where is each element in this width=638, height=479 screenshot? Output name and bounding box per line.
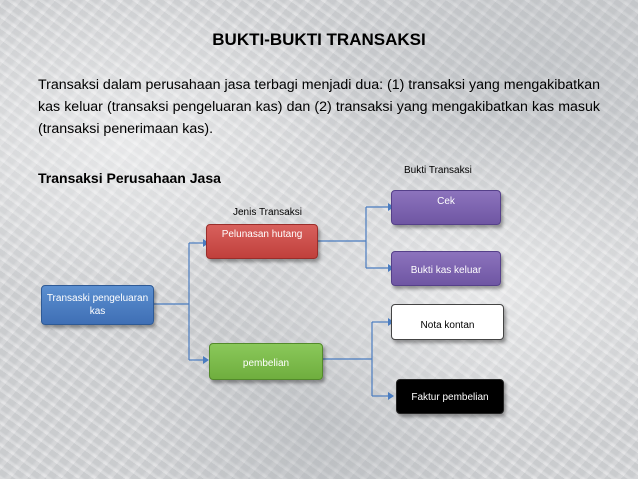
node-pelunasan-hutang: [206, 224, 318, 259]
node-bukti-kas-keluar-label: Bukti kas keluar: [410, 265, 482, 276]
node-nota-kontan: [391, 304, 504, 340]
node-bukti-kas-keluar: [391, 251, 501, 286]
node-pembelian-label: pembelian: [242, 358, 290, 369]
node-pembelian: [209, 343, 323, 380]
node-cek: [391, 190, 501, 225]
node-faktur-pembelian-label: Faktur pembelian: [411, 392, 489, 403]
node-faktur-pembelian: [396, 379, 504, 414]
intro-paragraph: Transaksi dalam perusahaan jasa terbagi menjadi dua: (1) transaksi yang mengakibatkan kas keluar (transaksi pengeluaran kas) dan (2) transaksi yang mengakibatkan kas masuk (transaksi penerimaan kas).: [38, 77, 600, 137]
node-pelunasan-hutang-label: Pelunasan hutang: [221, 229, 303, 240]
diagram-subtitle: Transaksi Perusahaan Jasa: [38, 170, 221, 186]
label-bukti-transaksi: Bukti Transaksi: [404, 165, 472, 176]
node-cek-label: Cek: [437, 196, 455, 207]
node-transaksi-pengeluaran-kas-label: Transaski pengeluaran kas: [46, 293, 149, 317]
label-jenis-transaksi: Jenis Transaksi: [233, 207, 302, 218]
node-transaksi-pengeluaran-kas: [41, 285, 154, 325]
slide-title: BUKTI-BUKTI TRANSAKSI: [212, 30, 426, 49]
node-nota-kontan-label: Nota kontan: [420, 319, 475, 331]
